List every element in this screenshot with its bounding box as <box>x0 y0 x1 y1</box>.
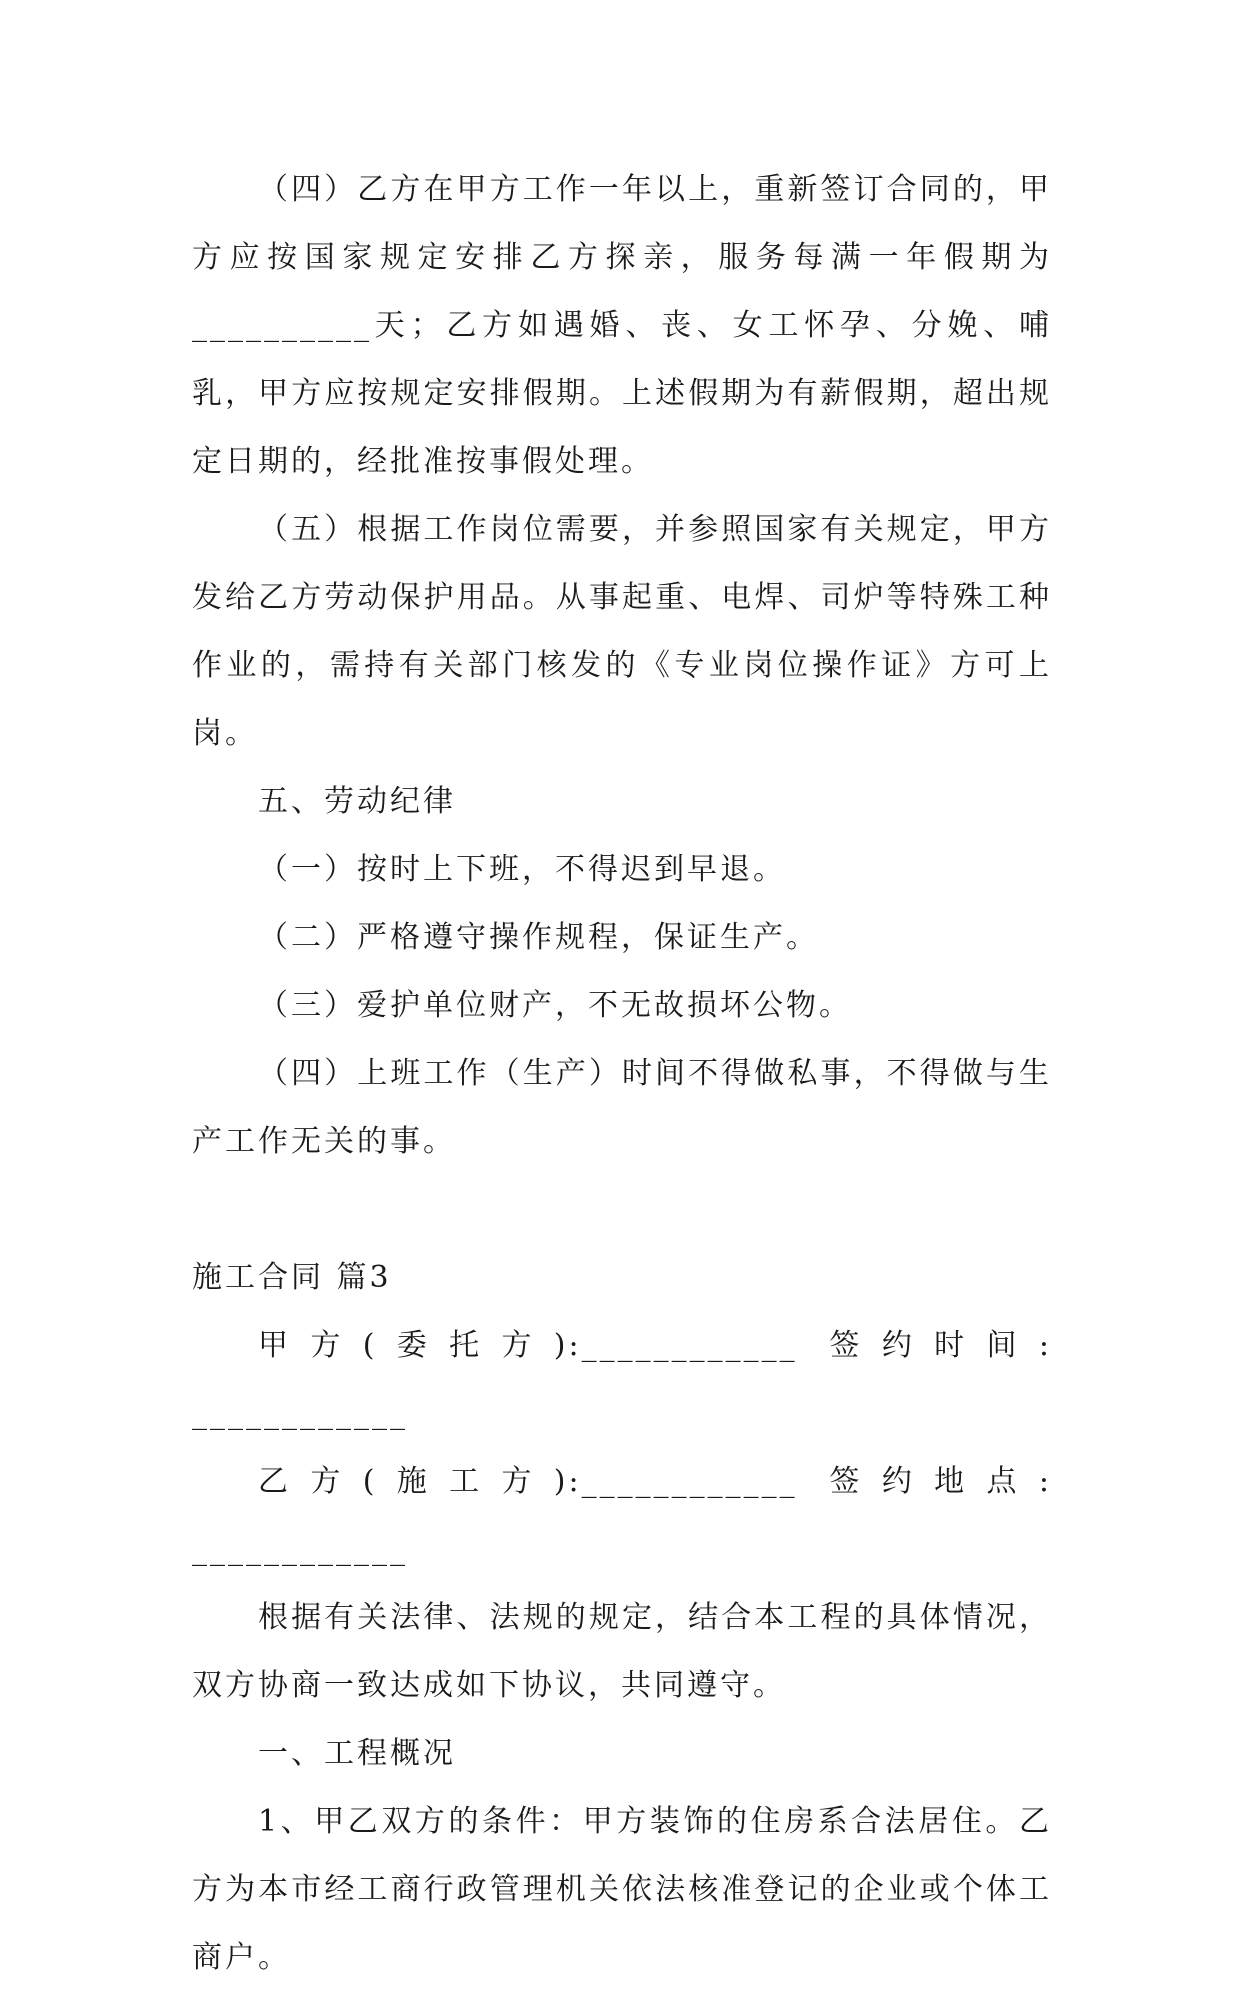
spacer <box>192 1176 1052 1244</box>
section-heading-project-overview: 一、工程概况 <box>258 1736 456 1771</box>
document-page <box>192 156 1052 1992</box>
contract-title: 施工合同 篇3 <box>192 1260 392 1295</box>
party-b-line: 乙方(施工方):____________ 签约地点: ____________ <box>192 1464 1052 1567</box>
discipline-item-1: （一）按时上下班，不得迟到早退。 <box>258 852 786 887</box>
section-heading-labor-discipline: 五、劳动纪律 <box>258 784 456 819</box>
overview-item-1: 1、甲乙双方的条件：甲方装饰的住房系合法居住。乙方为本市经工商行政管理机关依法核准登记的企业或个体工商户。 <box>192 1804 1052 1975</box>
paragraph-item-5: （五）根据工作岗位需要，并参照国家有关规定，甲方发给乙方劳动保护用品。从事起重、电焊、司炉等特殊工种作业的，需持有关部门核发的《专业岗位操作证》方可上岗。 <box>192 512 1052 751</box>
party-a-line: 甲方(委托方):____________ 签约时间: ____________ <box>192 1328 1052 1431</box>
discipline-item-2: （二）严格遵守操作规程，保证生产。 <box>258 920 819 955</box>
contract-intro: 根据有关法律、法规的规定，结合本工程的具体情况，双方协商一致达成如下协议，共同遵守。 <box>192 1600 1052 1703</box>
discipline-item-4: （四）上班工作（生产）时间不得做私事，不得做与生产工作无关的事。 <box>192 1056 1052 1159</box>
discipline-item-3: （三）爱护单位财产，不无故损坏公物。 <box>258 988 852 1023</box>
paragraph-item-4: （四）乙方在甲方工作一年以上，重新签订合同的，甲方应按国家规定安排乙方探亲，服务每满一年假期为__________天；乙方如遇婚、丧、女工怀孕、分娩、哺乳，甲方应按规定安排假期。上述假期为有薪假期，超出规定日期的，经批准按事假处理。 <box>192 172 1052 479</box>
